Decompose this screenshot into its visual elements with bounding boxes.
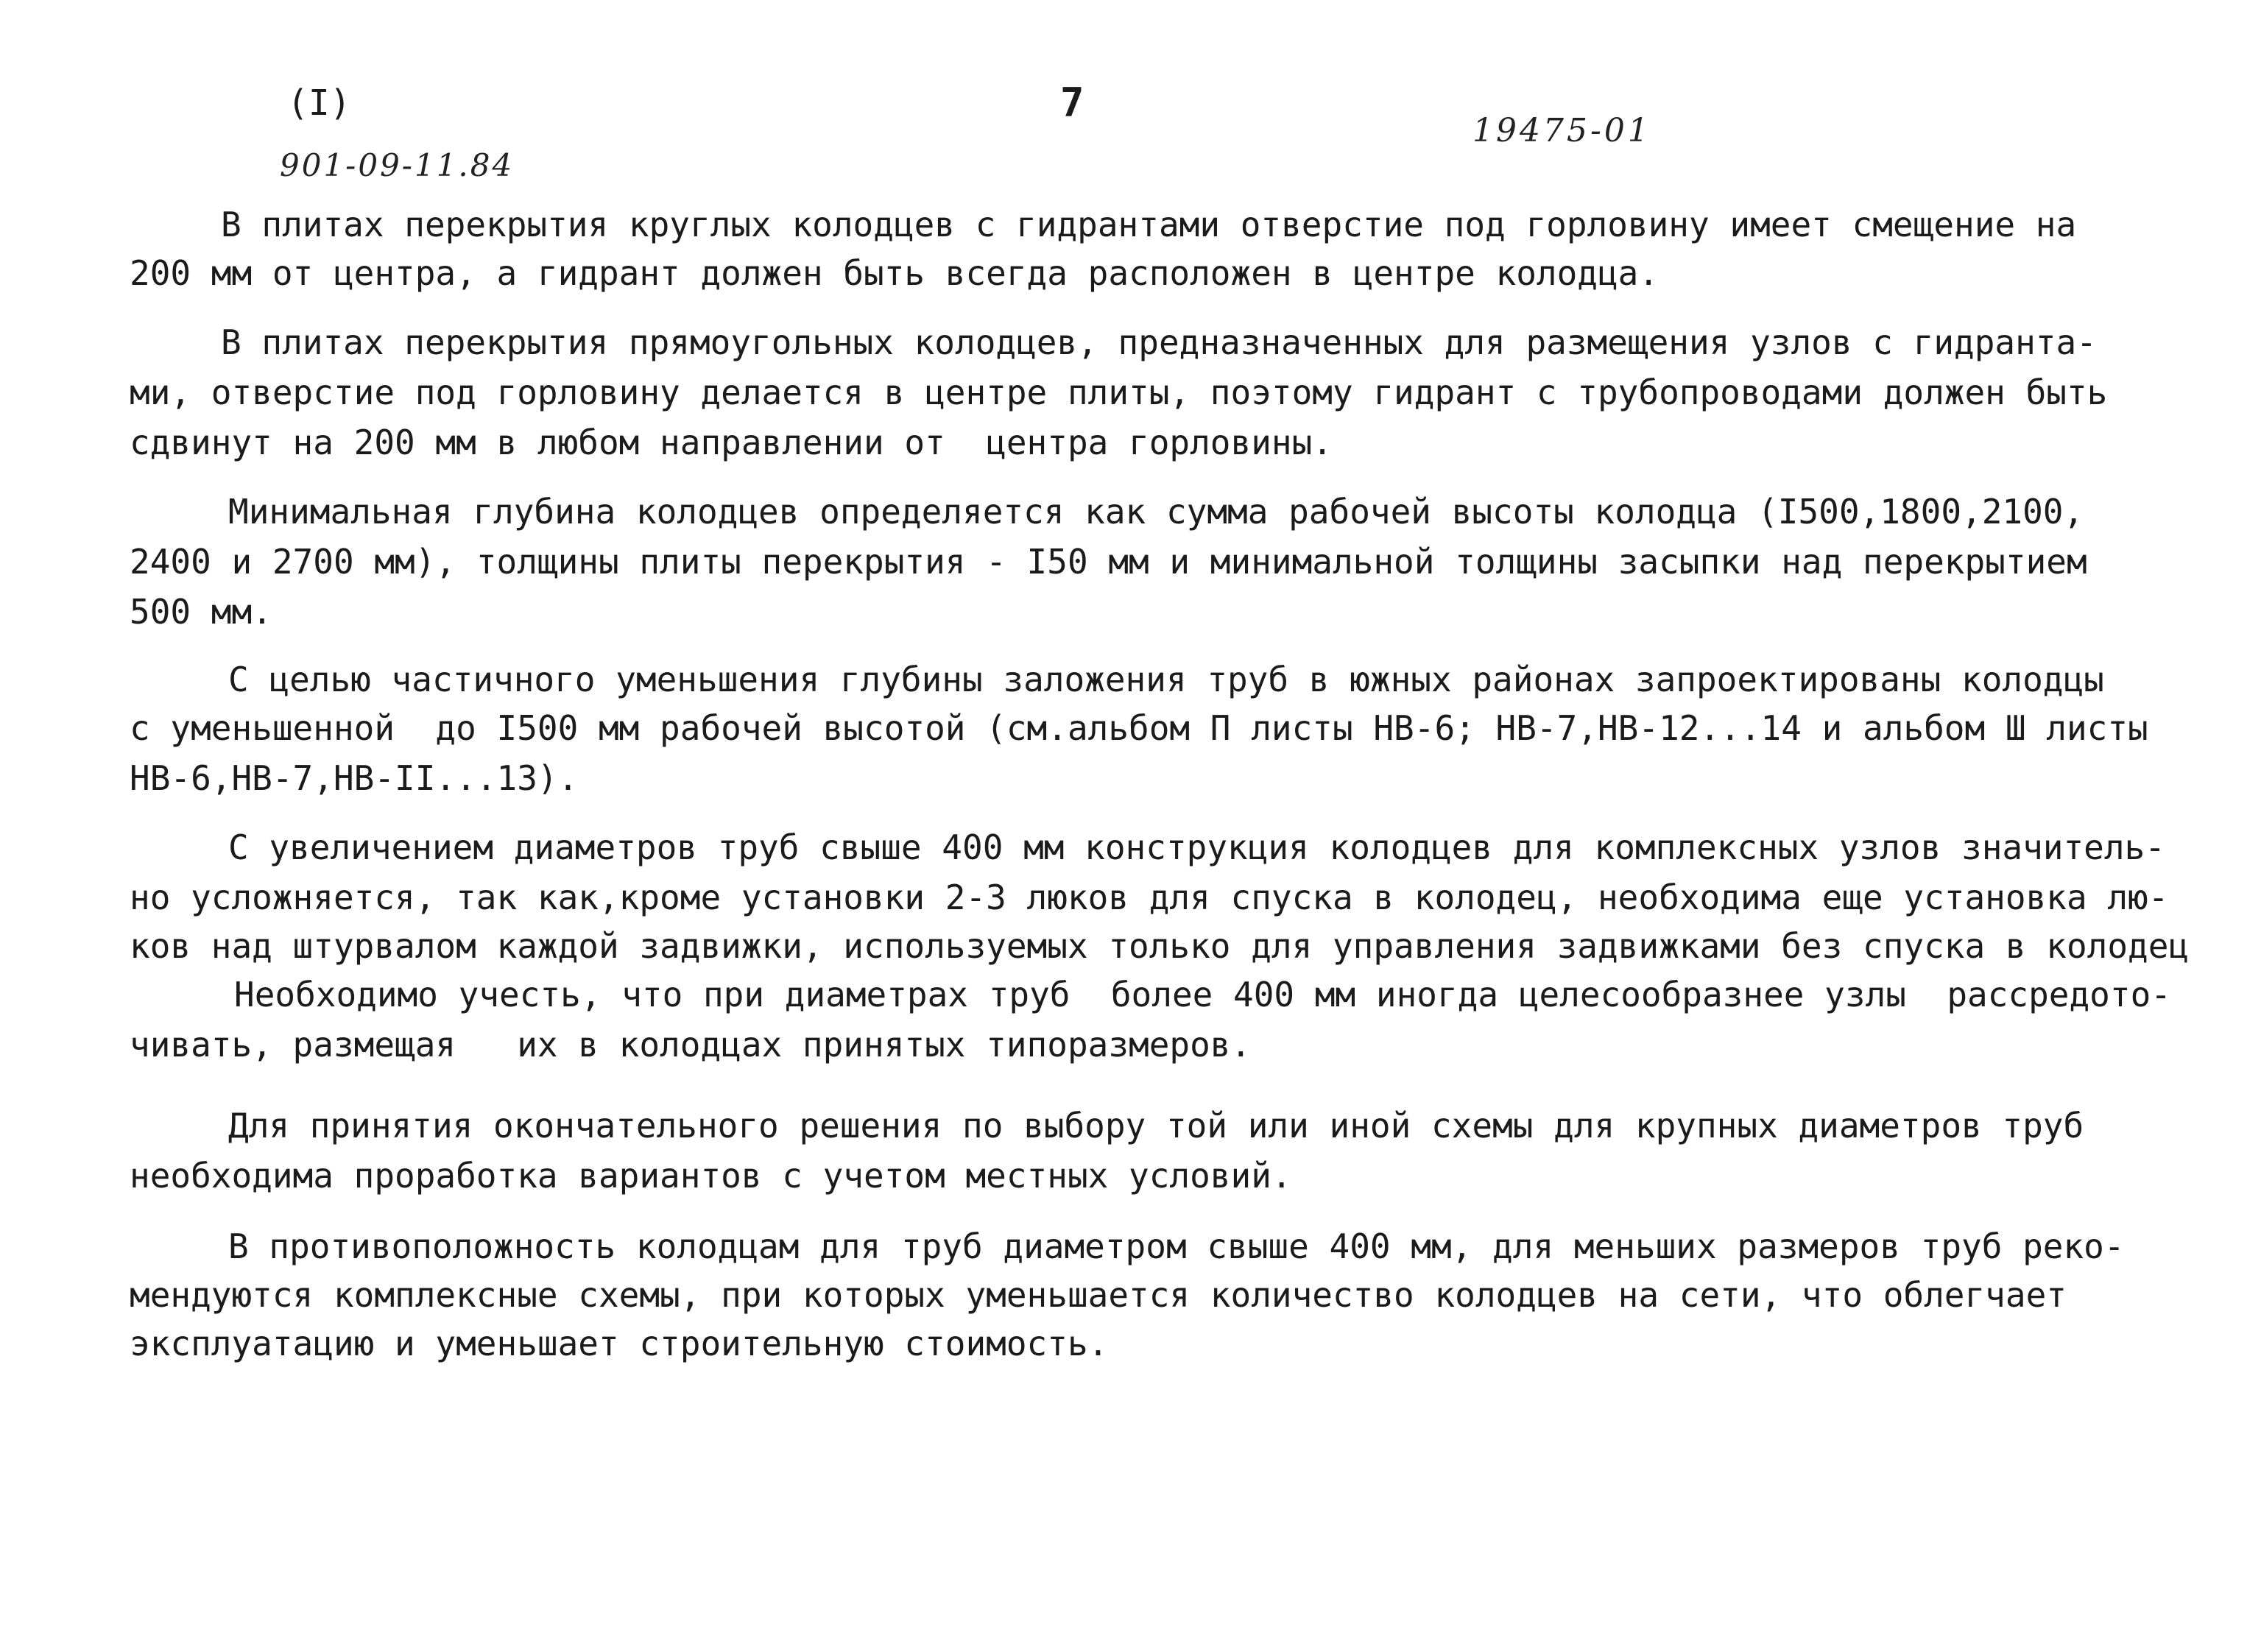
document-code: 901-09-11.84 — [280, 147, 515, 183]
text-line: С целью частичного уменьшения глубины заложения труб в южных районах запроектированы колодцы — [228, 660, 2104, 699]
text-line: с уменьшенной до I500 мм рабочей высотой (см.альбом П листы НВ-6; НВ-7,НВ-12...14 и альбом Ш листы — [130, 708, 2148, 748]
text-line: но усложняется, так как,кроме установки 2-3 люков для спуска в колодец, необходима еще установка лю- — [130, 878, 2169, 917]
text-line: мендуются комплексные схемы, при которых уменьшается количество колодцев на сети, что облегчает — [130, 1275, 2067, 1315]
text-line: необходима проработка вариантов с учетом местных условий. — [130, 1156, 1292, 1196]
text-line: С увеличением диаметров труб свыше 400 мм конструкция колодцев для комплексных узлов значитель- — [228, 827, 2165, 867]
text-line: ми, отверстие под горловину делается в центре плиты, поэтому гидрант с трубопроводами должен быть — [130, 373, 2108, 412]
text-line: Для принятия окончательного решения по выбору той или иной схемы для крупных диаметров труб — [228, 1106, 2084, 1146]
text-line: В плитах перекрытия круглых колодцев с гидрантами отверстие под горловину имеет смещение на — [221, 205, 2077, 244]
text-line: сдвинут на 200 мм в любом направлении от центра горловины. — [130, 423, 1333, 462]
page-number: 7 — [1060, 80, 1084, 126]
text-line: 2400 и 2700 мм), толщины плиты перекрытия - I50 мм и минимальной толщины засыпки над перекрытием — [130, 542, 2087, 582]
text-line: В противоположность колодцам для труб диаметром свыше 400 мм, для меньших размеров труб реко- — [228, 1226, 2125, 1266]
text-line: В плитах перекрытия прямоугольных колодцев, предназначенных для размещения узлов с гидранта- — [221, 322, 2097, 362]
text-line: 200 мм от центра, а гидрант должен быть всегда расположен в центре колодца. — [130, 253, 1659, 293]
text-line: НВ-6,НВ-7,НВ-II...13). — [130, 758, 579, 798]
text-line: Минимальная глубина колодцев определяется как сумма рабочей высоты колодца (I500,1800,2100, — [228, 492, 2084, 532]
text-line: Необходимо учесть, что при диаметрах труб более 400 мм иногда целесообразнее узлы рассредото- — [234, 975, 2171, 1014]
inventory-number: 19475-01 — [1472, 112, 1651, 149]
text-line: 500 мм. — [130, 592, 272, 632]
text-line: ков над штурвалом каждой задвижки, используемых только для управления задвижками без спуска в колодец — [130, 926, 2190, 966]
text-line: эксплуатацию и уменьшает строительную стоимость. — [130, 1324, 1109, 1363]
text-line: чивать, размещая их в колодцах принятых типоразмеров. — [130, 1025, 1252, 1065]
sheet-label: (I) — [287, 82, 351, 124]
